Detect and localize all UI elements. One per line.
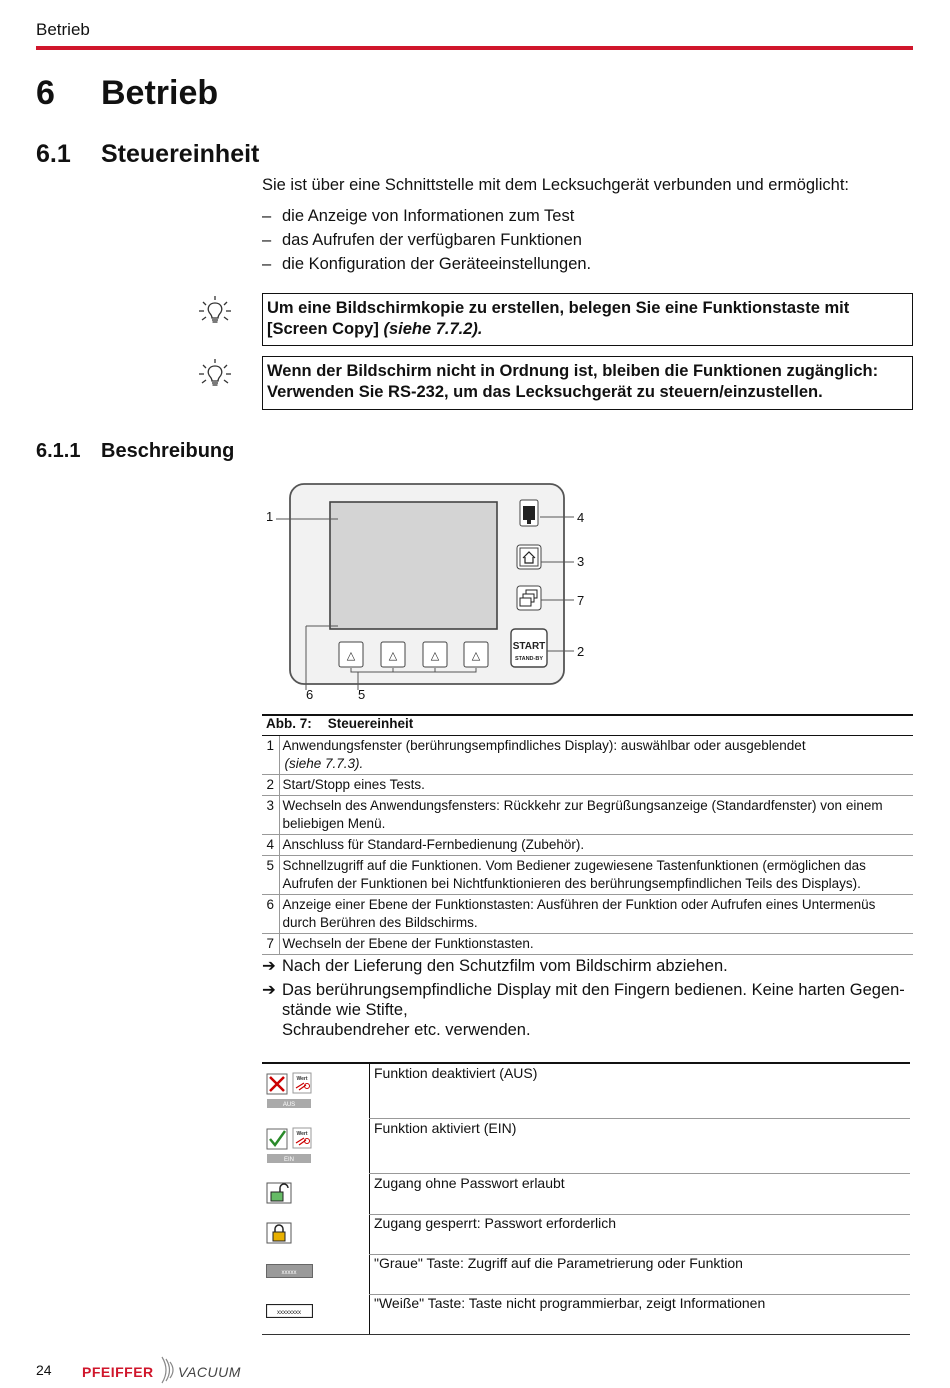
function-on-icon [266, 1127, 314, 1165]
legend-number: 7 [262, 934, 279, 955]
legend-number: 2 [262, 775, 279, 796]
callout-7: 7 [577, 593, 585, 608]
symbol-table-top-rule [262, 1062, 910, 1064]
tip-text: [Screen Copy] [267, 320, 384, 338]
instruction-text: Nach der Lieferung den Schutzfilm vom Bildschirm abziehen. [282, 957, 728, 975]
level-switch-button-icon [517, 586, 541, 610]
figure-caption [266, 716, 413, 731]
legend-text: Schnellzugriff auf die Funktionen. Vom Bediener zugewiesene Tastenfunktionen (ermöglichen das Aufrufen der Funktionen bei Nichtfunktionieren des berührungsempfindlichen Teils des Displays). [279, 856, 913, 895]
arrow-right-icon: ➔ [262, 957, 276, 975]
callout-1: 1 [266, 509, 274, 524]
instruction-continuation: Schraubendreher etc. verwenden. [282, 1021, 531, 1039]
symbol-description: Zugang ohne Passwort erlaubt [374, 1175, 565, 1191]
running-header: Betrieb [36, 20, 90, 39]
subsection-title: Beschreibung [101, 440, 235, 462]
svg-text:Wert: Wert [296, 1076, 308, 1082]
table-row [262, 856, 913, 895]
legend-text: Start/Stopp eines Tests. [279, 775, 913, 796]
bullet-text: die Konfiguration der Geräteeinstellungen. [282, 255, 592, 273]
tip-line: Wenn der Bildschirm nicht in Ordnung ist, bleiben die Funktionen zugänglich: [267, 362, 879, 380]
soft-key-button [464, 642, 488, 667]
symbol-description: "Graue" Taste: Zugriff auf die Parametrierung oder Funktion [374, 1255, 743, 1271]
legend-number: 1 [262, 736, 279, 775]
legend-text: Anzeige einer Ebene der Funktionstasten: Ausführen der Funktion oder Aufrufen eines Untermenüs durch Berühren des Bildschirms. [279, 895, 913, 934]
tip-box-rs232 [262, 356, 913, 410]
caption-number: Abb. 7: [266, 716, 312, 731]
start-label: START [512, 641, 546, 652]
chapter-title: Betrieb [101, 74, 219, 112]
caption-title: Steuereinheit [327, 716, 414, 731]
table-row [262, 736, 913, 775]
lightbulb-icon [197, 357, 233, 393]
table-row [262, 895, 913, 934]
white-key-label: xxxxxxxx [277, 1310, 301, 1316]
legend-number: 6 [262, 895, 279, 934]
touch-display [330, 502, 497, 629]
table-row [262, 775, 913, 796]
soft-key-button [339, 642, 363, 667]
svg-text:△: △ [430, 649, 440, 662]
bullet-item [262, 231, 582, 250]
instruction-item [262, 956, 913, 976]
page-number: 24 [36, 1362, 52, 1378]
control-unit-figure [262, 478, 602, 708]
instruction-item [262, 980, 913, 1040]
bullet-dash: – [262, 207, 272, 225]
callout-2: 2 [577, 644, 585, 659]
on-badge-label: EIN [283, 1157, 295, 1163]
legend-text: Wechseln der Ebene der Funktionstasten. [279, 934, 913, 955]
tip-line: Um eine Bildschirmkopie zu erstellen, belegen Sie eine Funktionstaste mit [267, 299, 850, 317]
white-key-icon [266, 1304, 313, 1318]
symbol-description: Zugang gesperrt: Passwort erforderlich [374, 1215, 616, 1231]
legend-text: Wechseln des Anwendungsfensters: Rückkehr zur Begrüßungsanzeige (Standardfenster) von einem beliebigen Menü. [279, 796, 913, 835]
bullet-text: das Aufrufen der verfügbaren Funktionen [282, 231, 582, 249]
table-row [262, 835, 913, 856]
legend-number: 4 [262, 835, 279, 856]
svg-text:PFEIFFER: PFEIFFER [82, 1364, 154, 1380]
callout-3: 3 [577, 554, 585, 569]
svg-text:Wert: Wert [296, 1131, 308, 1137]
home-button-icon [517, 545, 541, 569]
svg-text:VACUUM: VACUUM [178, 1364, 241, 1380]
soft-key-button [423, 642, 447, 667]
lightbulb-icon [197, 294, 233, 330]
instruction-continuation: stände wie Stifte, [282, 1001, 408, 1019]
tip-reference: (siehe 7.7.2). [383, 320, 483, 338]
table-row [262, 934, 913, 955]
legend-table [262, 736, 913, 955]
remote-connector-icon [520, 500, 538, 526]
locked-icon [266, 1222, 292, 1244]
callout-5: 5 [358, 687, 366, 702]
grey-key-icon [266, 1264, 313, 1278]
subsection-number: 6.1.1 [36, 440, 81, 462]
pfeiffer-vacuum-logo [82, 1355, 262, 1385]
intro-text: Sie ist über eine Schnittstelle mit dem Lecksuchgerät verbunden und ermöglicht: [262, 176, 849, 194]
table-row [262, 796, 913, 835]
callout-6: 6 [306, 687, 314, 702]
row-separator [369, 1118, 910, 1119]
legend-reference: (siehe 7.7.3). [284, 756, 364, 771]
arrow-right-icon: ➔ [262, 981, 276, 999]
section-number: 6.1 [36, 140, 71, 168]
off-badge-label: AUS [282, 1102, 296, 1108]
callout-4: 4 [577, 510, 585, 525]
standby-label: STAND-BY [514, 656, 544, 662]
legend-text: Anschluss für Standard-Fernbedienung (Zubehör). [279, 835, 913, 856]
svg-text:△: △ [471, 649, 481, 662]
instruction-text: Das berührungsempfindliche Display mit den Fingern bedienen. Keine harten Gegen- [282, 981, 905, 999]
tip-line [267, 319, 908, 340]
grey-key-label: xxxxx [281, 1270, 297, 1276]
bullet-dash: – [262, 255, 272, 273]
function-off-icon [266, 1072, 314, 1110]
bullet-item [262, 207, 574, 226]
tip-line: Verwenden Sie RS-232, um das Lecksuchgerät zu steuern/einzustellen. [267, 383, 823, 401]
legend-number: 3 [262, 796, 279, 835]
svg-text:△: △ [346, 649, 356, 662]
header-rule [36, 46, 913, 50]
symbol-description: Funktion aktiviert (EIN) [374, 1120, 517, 1136]
tip-box-screen-copy [262, 293, 913, 346]
bullet-item [262, 255, 591, 274]
row-separator [369, 1173, 910, 1174]
soft-key-button [381, 642, 405, 667]
bullet-text: die Anzeige von Informationen zum Test [282, 207, 575, 225]
chapter-number: 6 [36, 74, 55, 112]
symbol-description: "Weiße" Taste: Taste nicht programmierbar, zeigt Informationen [374, 1295, 766, 1311]
legend-text: Anwendungsfenster (berührungsempfindliches Display): auswählbar oder ausgeblendet (siehe 7.7.3). [279, 736, 913, 775]
unlocked-icon [266, 1182, 292, 1204]
symbol-description: Funktion deaktiviert (AUS) [374, 1065, 538, 1081]
symbol-table-bottom-rule [262, 1334, 910, 1335]
legend-number: 5 [262, 856, 279, 895]
start-standby-button [511, 629, 547, 667]
svg-text:△: △ [388, 649, 398, 662]
section-title: Steuereinheit [101, 140, 260, 168]
bullet-dash: – [262, 231, 272, 249]
